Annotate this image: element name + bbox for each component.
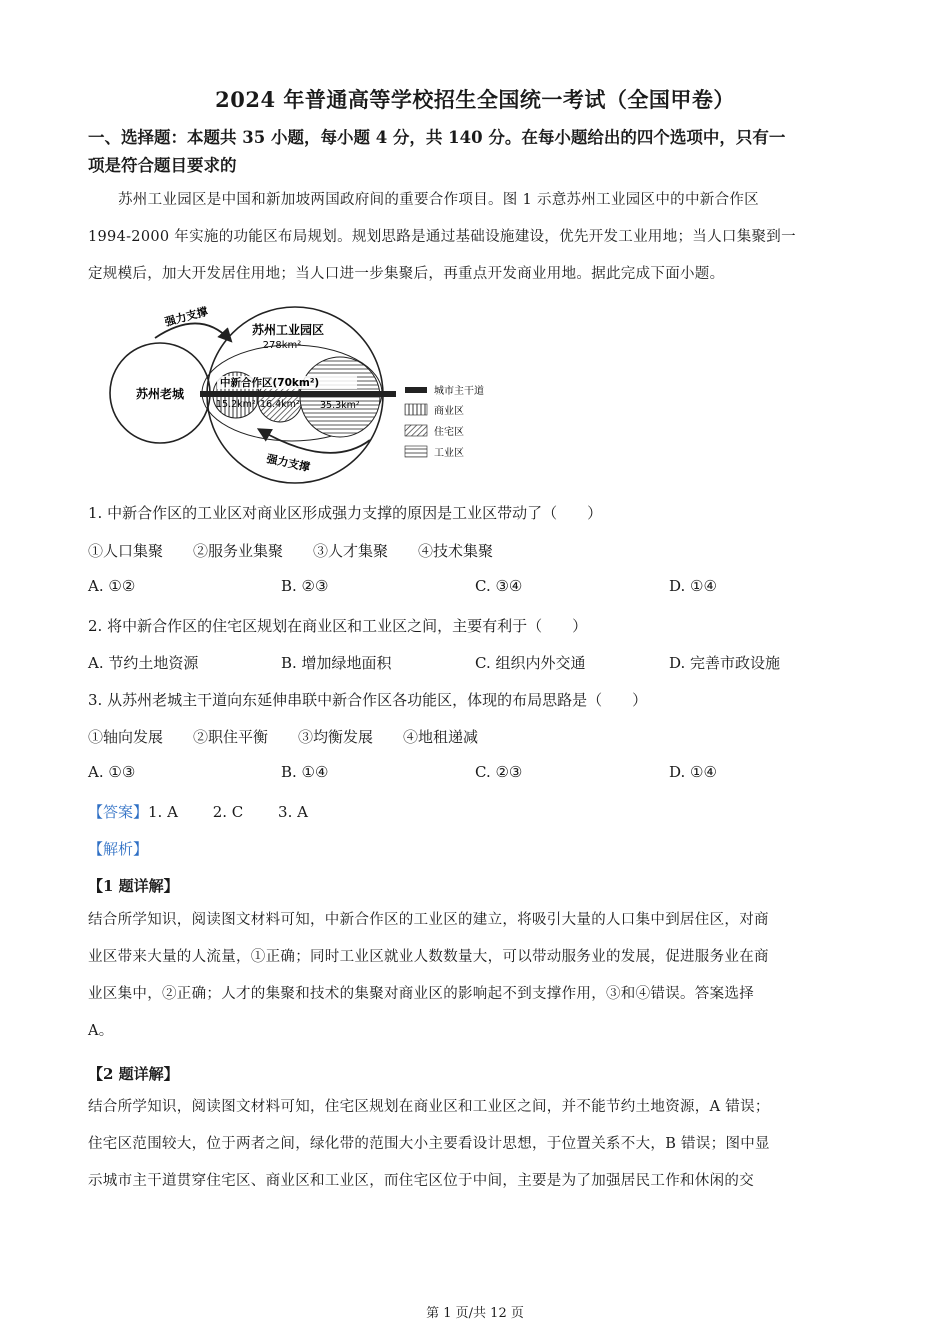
zone-name-label: 中新合作区(70km²) [220,377,320,389]
analysis-label: 【解析】 [88,840,149,858]
question-2-option-d: D. 完善市政设施 [669,654,781,672]
legend-swatch-industrial [405,446,427,457]
section-heading-line1: 一、选择题：本题共 35 小题，每小题 4 分，共 140 分。在每小题给出的四个选项中，只有一 [88,128,786,147]
question-1-option-b: B. ②③ [281,577,329,595]
document-title: 2024 年普通高等学校招生全国统一考试（全国甲卷） [215,87,735,112]
legend-label-commercial: 商业区 [434,406,464,417]
area-label-commercial: 15.2km² [216,399,256,410]
legend-swatch-commercial [405,404,427,415]
question-2-option-c: C. 组织内外交通 [475,654,586,672]
detail-1-line1: 结合所学知识，阅读图文材料可知，中新合作区的工业区的建立，将吸引大量的人口集中到居住区，对商 [88,912,769,928]
intro-line1: 苏州工业园区是中国和新加坡两国政府间的重要合作项目。图 1 示意苏州工业园区中的中新合作区 [118,192,759,208]
detail-2-line2: 住宅区范围较大，位于两者之间，绿化带的范围大小主要看设计思想，于位置关系不大，B 错误；图中显 [88,1136,770,1152]
detail-2-line3: 示城市主干道贯穿住宅区、商业区和工业区，而住宅区位于中间，主要是为了加强居民工作和休闲的交 [88,1173,754,1189]
section-heading-line2: 项是符合题目要求的 [88,156,237,175]
question-3-items: ①轴向发展 ②职住平衡 ③均衡发展 ④地租递减 [88,728,479,746]
detail-2-paragraph [88,1089,870,1200]
area-label-industrial: 35.3km² [320,400,360,411]
answer-line [88,801,308,822]
arrow-bottom-label: 强力支撑 [265,452,312,475]
intro-line3: 定规模后，加大开发居住用地；当人口进一步集聚后，再重点开发商业用地。据此完成下面小题。 [88,266,725,282]
detail-1-paragraph [88,902,870,1050]
answer-label: 【答案】 [88,803,149,821]
question-3-option-b: B. ①④ [281,763,329,781]
question-2-stem: 2. 将中新合作区的住宅区规划在商业区和工业区之间，主要有利于（ ） [88,617,588,635]
detail-1-line4: A。 [88,1023,114,1039]
question-1-option-d: D. ①④ [669,577,717,595]
question-3-option-c: C. ②③ [475,763,523,781]
question-2-option-b: B. 增加绿地面积 [281,654,392,672]
detail-2-label: 【2 题详解】 [88,1065,179,1083]
legend-swatch-residential [405,425,427,436]
question-1-stem: 1. 中新合作区的工业区对商业区形成强力支撑的原因是工业区带动了（ ） [88,504,603,522]
legend-swatch-road [405,387,427,393]
intro-line2: 1994-2000 年实施的功能区布局规划。规划思路是通过基础设施建设，优先开发工业用地；当人口集聚到一 [88,229,796,245]
park-name-label: 苏州工业园区 [251,323,325,337]
park-area-label: 278km² [262,340,302,351]
question-3-stem: 3. 从苏州老城主干道向东延伸串联中新合作区各功能区，体现的布局思路是（ ） [88,691,648,709]
figure-zone-layout [100,300,520,490]
question-1-items: ①人口集聚 ②服务业集聚 ③人才集聚 ④技术集聚 [88,542,494,560]
legend-label-industrial: 工业区 [434,448,464,459]
answer-text: 1. A 2. C 3. A [148,803,308,821]
page-footer: 第 1 页/共 12 页 [426,1306,524,1321]
intro-paragraph [88,182,870,293]
question-3-option-d: D. ①④ [669,763,717,781]
question-1-option-a: A. ①② [88,577,136,595]
question-1-option-c: C. ③④ [475,577,523,595]
detail-1-line3: 业区集中，②正确；人才的集聚和技术的集聚对商业区的影响起不到支撑作用，③和④错误。答案选择 [88,986,754,1002]
main-road [200,391,396,397]
question-3-option-a: A. ①③ [88,763,136,781]
legend-label-residential: 住宅区 [434,427,464,438]
detail-2-line1: 结合所学知识，阅读图文材料可知，住宅区规划在商业区和工业区之间，并不能节约土地资源，A 错误； [88,1099,770,1115]
arrow-top-label: 强力支撑 [163,304,210,329]
old-city-label: 苏州老城 [135,387,185,401]
question-2-option-a: A. 节约土地资源 [88,654,199,672]
area-label-residential: 16.4km² [260,399,300,410]
detail-1-line2: 业区带来大量的人流量，①正确；同时工业区就业人数数量大，可以带动服务业的发展，促进服务业在商 [88,949,769,965]
detail-1-label: 【1 题详解】 [88,877,179,895]
legend-label-road: 城市主干道 [434,386,484,397]
